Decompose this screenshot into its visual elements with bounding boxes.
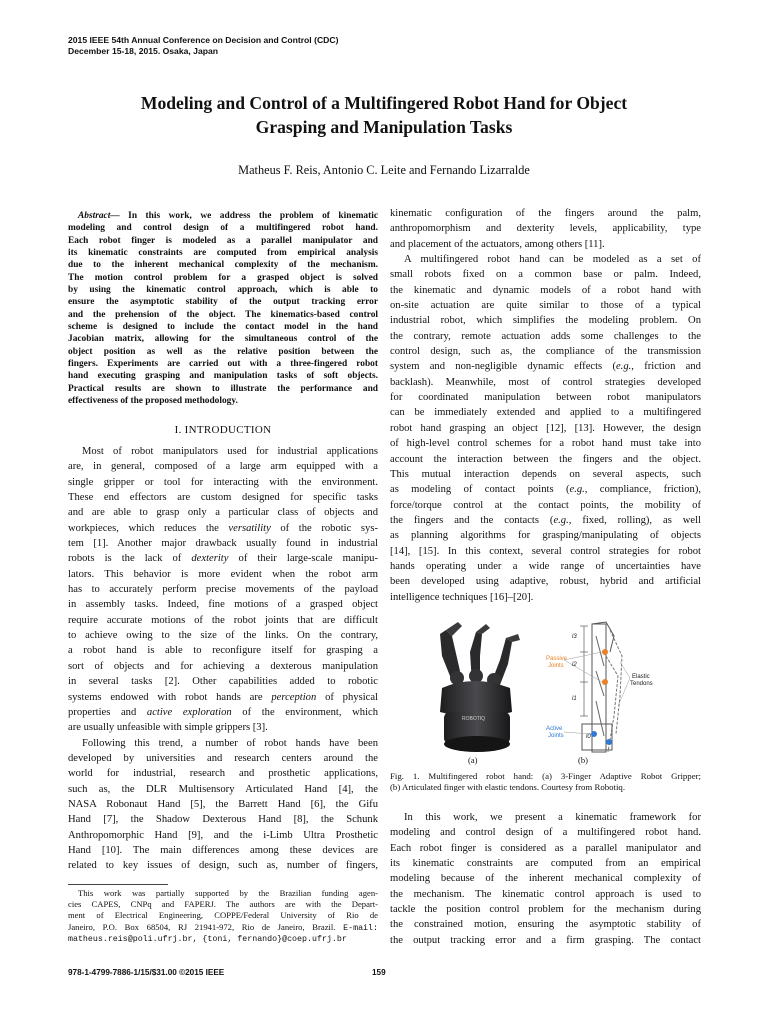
text-line: world for industrial, research and prosthetic applications, [68,768,378,780]
abstract-line: The motion control problem for a grasped object is solved [68,272,378,283]
abstract-line: effectiveness of the proposed methodology. [68,396,238,407]
text-line: Following this trend, a number of robot hands have been [82,737,378,749]
text-line: small robots fixed on a common base or palm. Indeed, [390,269,701,281]
abstract-line: Practical results are shown to illustrate the performance and [68,383,378,394]
abstract-line: Abstract— In this work, we address the problem of kinematic [78,211,378,221]
text-line: Most of robot manipulators used for industrial applications [82,446,378,457]
passive-joint-marker [602,649,608,655]
elastic-tendons-label: Elastic [632,674,650,680]
text-line: robot hand grasping an object [12], [13]. However, the design [390,422,701,434]
active-joints-label: Active [546,726,563,732]
text-line: the fingers and the contacts (e.g., fixed, rolling), as well [390,514,701,526]
finger-diagram [534,616,679,764]
text-line: industrial robot, which simplifies the modeling problem. On [390,315,701,327]
text-line: anthropomorphism and dexterity levels, applicability, type [390,223,701,235]
text-line: modeling because of the inherent mechanical complexity of [390,873,701,885]
text-line: are usually unfeasible with simple grippers [3]. [68,722,268,734]
text-line: on-site actuation are quite similar to those of a typical [390,300,701,312]
text-line: systems endowed with robot hands are perception of physical [68,691,378,703]
abstract-line: Each robot finger is modeled as a parallel manipulator and [68,235,378,246]
abstract-line: by using the kinematic control approach, which is able to [68,285,378,296]
text-line: are, in general, composed of a large arm equipped with a [68,461,378,473]
footnote-rule [68,884,168,885]
active-joint-marker [606,739,612,745]
footnote-emails: matheus.reis@poli.ufrj.br, {toni, fernando}@coep.ufrj.br [68,934,347,944]
figure-sublabel-b: (b) [578,755,588,765]
elastic-tendons-label-2: Tendons [630,681,653,687]
footnote-address: Janeiro, P.O. Box 68504, RJ 21941-972, Rio de Janeiro, Brazil. [68,921,344,932]
active-joint-marker [591,731,597,737]
conference-header [68,35,338,57]
text-line: force/torque control at the contact points, the mobility of [390,499,701,511]
footnote-line: This work was partially supported by the Brazilian funding agen- [78,888,378,898]
text-line: NASA Robonaut Hand [5], the Barrett Hand [6], the Gifu [68,798,378,810]
label-l0: l0 [586,734,591,740]
text-line: lators. This behavior is more evident when the robot arm [68,568,378,580]
abstract-line: Jacobian matrix, allowing for the simultaneous control of the [68,334,378,345]
text-line: of high-level control schemes for a robot hand must take into [390,438,701,450]
text-line: to achieve owing to the size of the links. On the contrary, [68,630,378,642]
text-line: a robot hand is able to reconfigure itself for grasping a [68,645,378,657]
figure-caption [390,771,701,793]
text-line: the kinematic and dynamic models of a robot hand with [390,284,701,296]
author-list: Matheus F. Reis, Antonio C. Leite and Fernando Lizarralde [238,163,530,177]
text-line: been developed using adaptive, robust, hybrid and artificial [390,576,701,588]
abstract-line: hand executing grasping and manipulation tasks of soft objects. [68,371,378,382]
text-line: can be immediately extended and applied to a multifingered [390,407,701,419]
title-line-2: Grasping and Manipulation Tasks [255,117,513,137]
text-line: backlash). Meanwhile, most of control strategies developed [390,376,701,388]
abstract-body [68,210,378,408]
text-line: Hand [10]. The main differences among these devices are [68,844,378,856]
text-line: workpieces, which reduces the versatility of the robotic sys- [68,522,378,534]
text-line: modeling and control design of a multifingered robot hand. [390,827,701,839]
text-line: A multifingered robot hand can be modeled as a set of [404,254,701,266]
abstract-line: due to the inherent mechanical complexity of the mechanism. [68,260,378,271]
text-line: system and non-negligible dynamic effects (e.g., friction and [390,361,701,373]
text-line: require accurate motions of the robot joints that are difficult [68,614,378,626]
text-line: has to accurately perform precise movements of the payload [68,584,378,596]
paragraph-continued [390,206,701,252]
page-number: 159 [372,968,386,977]
label-l3: l3 [572,634,577,640]
paragraph-intro-3 [390,252,701,605]
abstract-line: ensure the asymptotic stability of the output tracking error [68,297,378,308]
abstract-line: its kinematic constraints are computed from empirical analysis [68,248,378,259]
robot-gripper-photo [424,616,524,764]
text-line: the constrained motion, ensuring the asymptotic stability of [390,919,701,931]
text-line: tem [1]. Another major drawback usually found in industrial [68,538,378,550]
text-line: account the interaction between the fingers and the object. [390,453,701,465]
text-line: intelligence techniques [16]–[20]. [390,591,534,603]
right-column-top [390,206,701,605]
text-line: control design, such as, the compliance of the transmission [390,346,701,358]
conference-line-1: 2015 IEEE 54th Annual Conference on Decision and Control (CDC) [68,35,339,45]
abstract-line: object position as well as the relative position between the [68,346,378,357]
text-line: Anthropomorphic Hand [9], and the i-Limb Ultra Prosthetic [68,829,378,841]
text-line: These end effectors are custom designed for specific tasks [68,492,378,504]
abstract-label: Abstract [78,211,111,221]
text-line: In this work, we present a kinematic framework for [404,812,701,823]
text-line: the contrary, remote actuation adds some challenges to the [390,330,701,342]
abstract-line: and the prehension of the object. The kinematics-based control [68,309,378,320]
isbn-footer: 978-1-4799-7886-1/15/$31.00 ©2015 IEEE [68,968,225,977]
section-heading: I. INTRODUCTION [174,424,272,436]
text-line: properties and active exploration of the environment, which [68,706,378,718]
text-line: as planning algorithms for grasping/manipulating of objects [390,530,701,542]
text-line: [14], [15]. In this context, several control strategies for robot [390,545,701,557]
text-line: and are able to grasp only a particular class of objects and [68,507,378,519]
text-line: This mutual interaction depends on several aspects, such [390,468,701,480]
text-line: Each robot finger is considered as a parallel manipulator and [390,842,701,854]
text-line: for coordinated manipulation between robot manipulators [390,392,701,404]
caption-line: (b) Articulated finger with elastic tendons. Courtesy from Robotiq. [390,782,626,792]
abstract-line: scheme is designed to include the contact model in the hand [68,322,378,333]
text-line: related to key issues of design, such as, number of fingers, [68,860,378,872]
footnote-line [68,922,378,934]
text-line: in assembly tasks. Indeed, fine motions of a grasped object [68,599,378,611]
abstract-line: fingers. Experiments are carried out with a three-fingered robot [68,359,378,370]
footnote-email-label: E-mail: [343,923,378,933]
paragraph-intro-4 [390,810,701,948]
abstract [68,210,378,408]
figure-1 [424,616,674,766]
figure-sublabel-a: (a) [468,755,478,765]
title-line-1: Modeling and Control of a Multifingered Robot Hand for Object [140,93,628,113]
paper-title [60,91,708,139]
text-line: hands operating under a wide range of uncertainties have [390,560,701,572]
text-line: its kinematic constraints are computed from an empirical [390,858,701,870]
left-column [68,444,378,874]
text-line: kinematic configuration of the fingers around the palm, [390,208,701,219]
caption-line: Fig. 1. Multifingered robot hand: (a) 3-Finger Adaptive Robot Gripper; [390,771,701,781]
robotiq-logo: ROBOTIQ [462,716,486,722]
right-column-bottom [390,810,701,948]
text-line: developed by universities and research centers around the [68,752,378,764]
text-line: robots is the lack of dexterity of their large-scale manipu- [68,553,378,565]
text-line: as modeling of contact points (e.g., compliance, friction), [390,484,701,496]
passive-joints-label-2: Joints [548,663,564,669]
active-joints-label-2: Joints [548,733,564,739]
footnote-line: ment of Electrical Engineering, COPPE/Federal University of Rio de [68,910,378,921]
passive-joint-marker [602,679,608,685]
text-line: Hand [7], the Shadow Dexterous Hand [8], the Schunk [68,814,378,826]
paragraph-intro-2 [68,736,378,874]
text-line: the mechanism. The kinematic control approach is used to [390,888,701,900]
text-line: such as, the DLR Multisensory Articulated Hand [4], the [68,783,378,795]
text-line: in several tasks [2]. Other capabilities added to robotic [68,676,378,688]
paragraph-intro-1 [68,444,378,736]
text-line: tackle the position control problem for the mechanism during [390,904,701,916]
passive-joints-label: Passive [546,656,568,662]
footnote-line: cies CAPES, CNPq and FAPERJ. The authors are with the Depart- [68,899,378,910]
footnote [68,888,378,945]
abstract-line: modeling and control design of a multifingered robot hand. [68,223,378,234]
text-line: and placement of the actuators, among others [11]. [390,238,605,250]
text-line: sort of objects and for achieving a dexterous manipulation [68,660,378,672]
label-l2: l2 [572,662,577,668]
label-l1: l1 [572,696,577,702]
text-line: single gripper or tool for interacting with the environment. [68,476,378,488]
conference-line-2: December 15-18, 2015. Osaka, Japan [68,46,219,56]
text-line: the output tracking error and a firm grasping. The contact [390,934,701,946]
